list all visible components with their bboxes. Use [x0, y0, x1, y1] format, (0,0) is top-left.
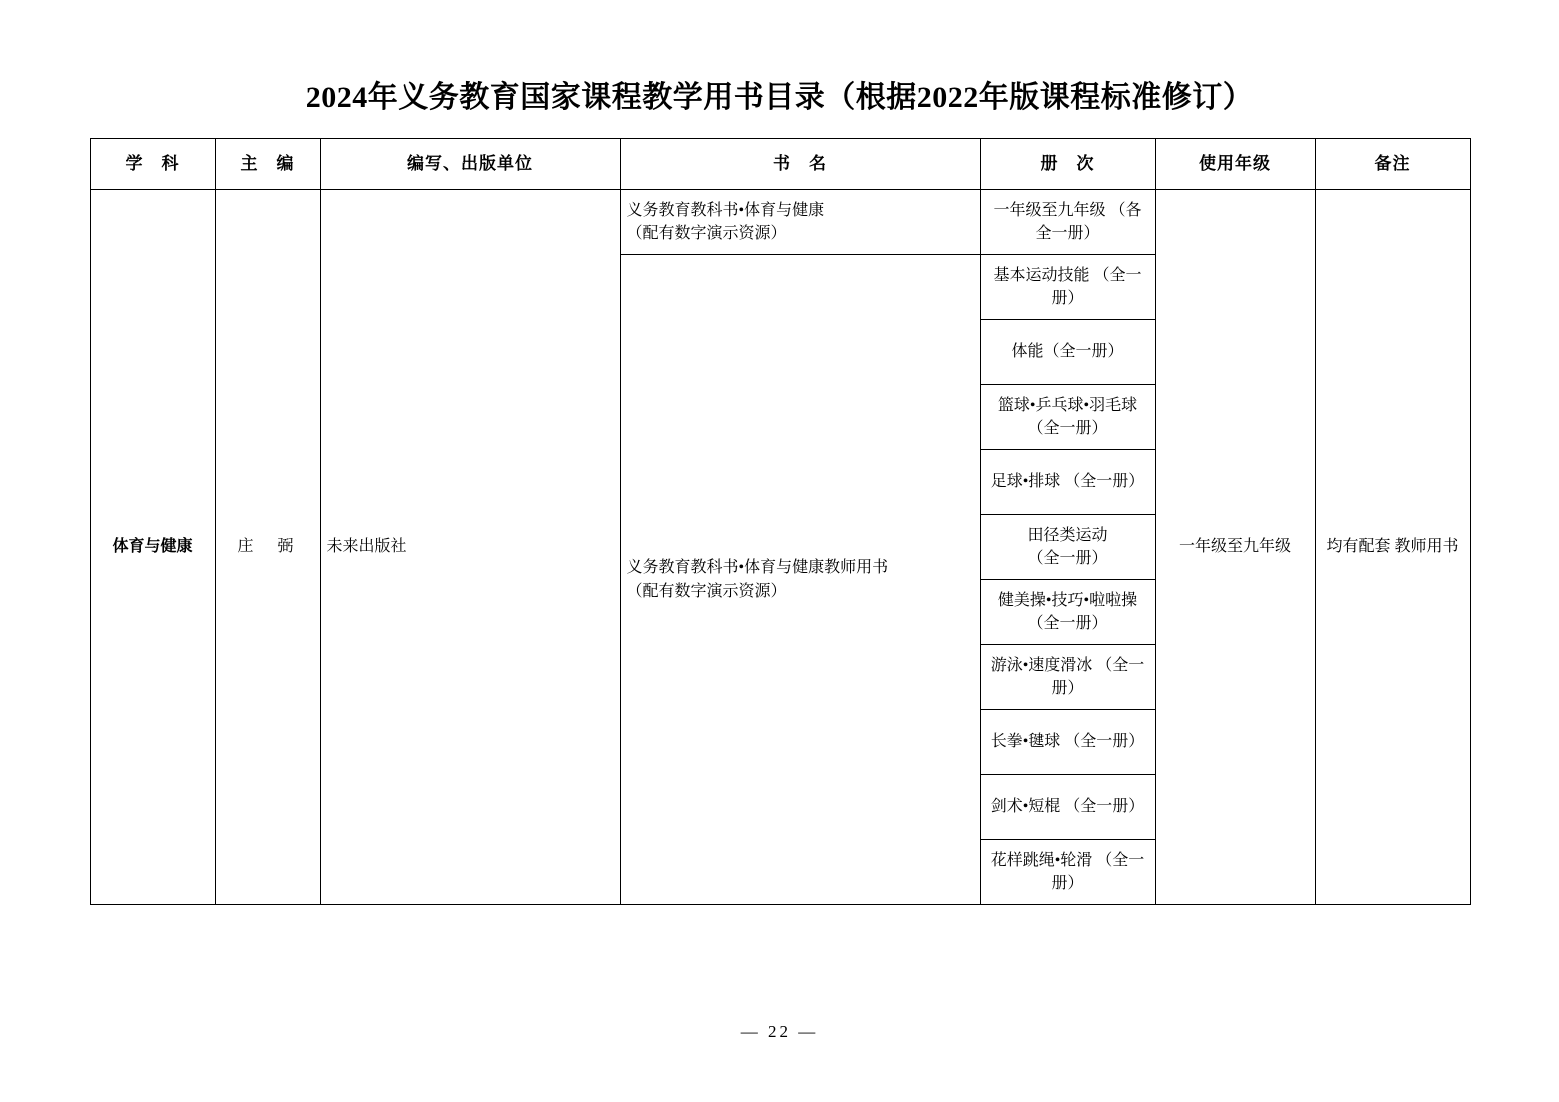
cell-volume: [980, 450, 1155, 515]
cell-volume: [980, 840, 1155, 905]
volume-line2: （全一册）: [1051, 266, 1142, 307]
volume-line1: 一年级至九年级: [993, 201, 1106, 219]
cell-subject: 体育与健康: [90, 190, 215, 905]
column-header-editor: 主 编: [215, 139, 320, 190]
remark-line1: 均有配套: [1326, 538, 1391, 556]
cell-volume: [980, 645, 1155, 710]
book-name-line1: 义务教育教科书•体育与健康: [626, 201, 825, 219]
book-name-line2: （配有数字演示资源）: [626, 582, 787, 600]
volume-line2: （全一册）: [1064, 798, 1145, 816]
volume-line1: 游泳•速度滑冰: [990, 656, 1093, 674]
book-name-line2: （配有数字演示资源）: [626, 225, 787, 242]
booklist-table: [90, 138, 1471, 905]
column-header-remark: 备注: [1315, 139, 1470, 190]
volume-line1: 体能（全一册）: [1011, 343, 1124, 361]
remark-line2: 教师用书: [1394, 538, 1459, 556]
cell-volume: [980, 190, 1155, 255]
cell-volume: [980, 580, 1155, 645]
page-number: — 22 —: [740, 1022, 819, 1041]
volume-line1: 花样跳绳•轮滑: [990, 851, 1093, 869]
volume-line2: （全一册）: [1064, 473, 1145, 491]
cell-volume: [980, 710, 1155, 775]
table-body: [90, 190, 1470, 905]
volume-line1: 健美操•技巧•啦啦操: [997, 591, 1138, 609]
volume-line2: （各全一册）: [1035, 201, 1142, 242]
page-title: 2024年义务教育国家课程教学用书目录（根据2022年版课程标准修订）: [305, 81, 1254, 114]
table-header: [90, 139, 1470, 190]
volume-line2: （全一册）: [1051, 656, 1145, 697]
book-name-line1: 义务教育教科书•体育与健康教师用书: [626, 559, 889, 577]
column-header-press: 编写、出版单位: [320, 139, 620, 190]
cell-editor: 庄 弼: [215, 190, 320, 905]
cell-volume: [980, 515, 1155, 580]
volume-line2: （全一册）: [1064, 733, 1145, 751]
volume-line1: 基本运动技能: [993, 266, 1090, 284]
column-header-book-name: 书 名: [620, 139, 980, 190]
column-header-subject: 学 科: [90, 139, 215, 190]
volume-line1: 剑术•短棍: [990, 798, 1061, 816]
volume-line2: （全一册）: [1027, 615, 1108, 632]
volume-line2: （全一册）: [1051, 851, 1145, 892]
volume-line1: 足球•排球: [990, 473, 1061, 491]
cell-volume: [980, 775, 1155, 840]
volume-line1: 田径类运动: [1027, 526, 1108, 544]
cell-remark: [1315, 190, 1470, 905]
booklist-table-container: [90, 116, 1470, 905]
column-header-grade: 使用年级: [1155, 139, 1315, 190]
cell-grade: 一年级至九年级: [1155, 190, 1315, 905]
cell-press: 未来出版社: [320, 190, 620, 905]
cell-book-name: [620, 255, 980, 905]
cell-volume: [980, 255, 1155, 320]
volume-line1: 长拳•毽球: [990, 733, 1061, 751]
volume-line1: 篮球•乒乓球•羽毛球: [997, 396, 1138, 414]
table-row: [90, 190, 1470, 255]
column-header-volume: 册 次: [980, 139, 1155, 190]
cell-book-name: [620, 190, 980, 255]
cell-volume: [980, 320, 1155, 385]
table-header-row: [90, 139, 1470, 190]
cell-volume: [980, 385, 1155, 450]
volume-line2: （全一册）: [1027, 550, 1108, 567]
volume-line2: （全一册）: [1027, 420, 1108, 437]
